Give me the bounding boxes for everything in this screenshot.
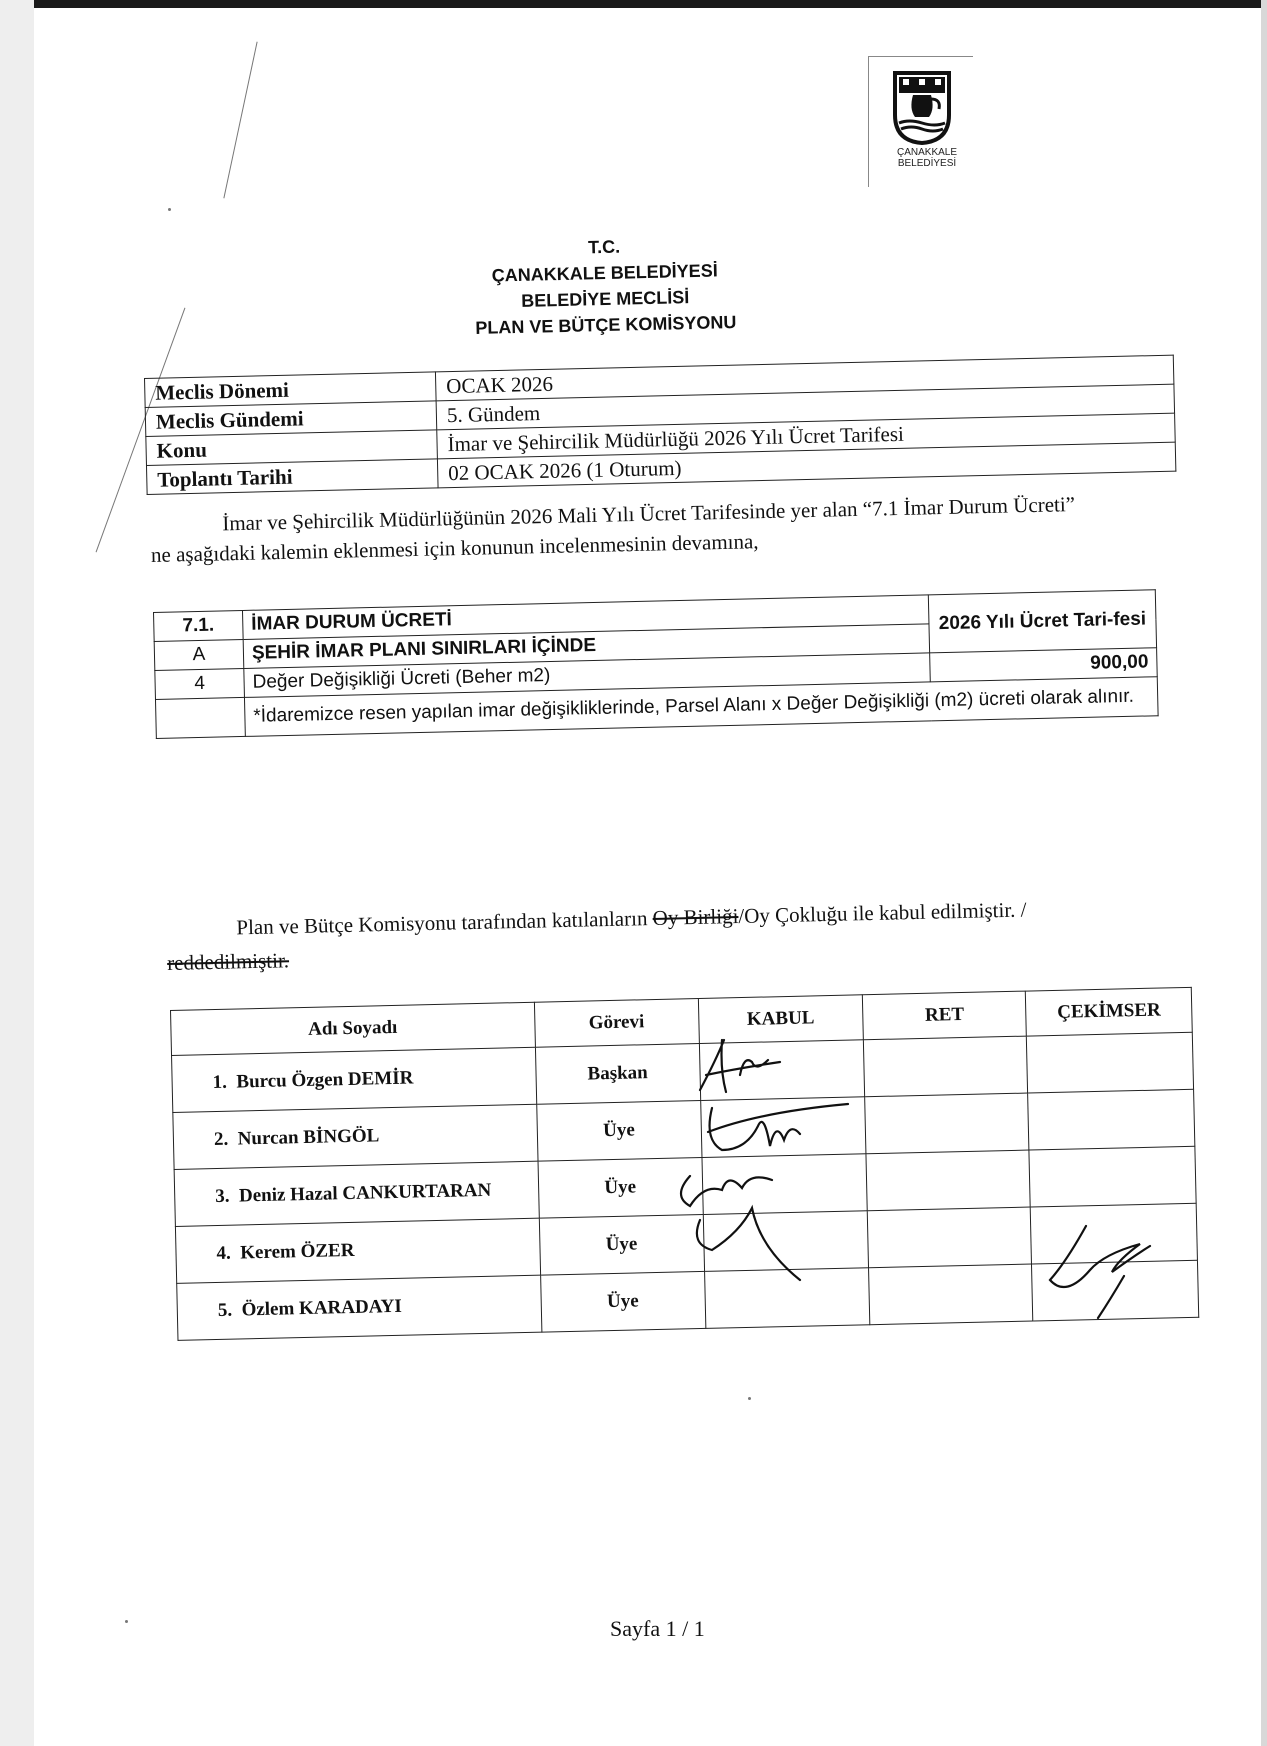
abstain-cell [1032,1260,1199,1321]
decision-struck-rejected: reddedilmiştir. [166,948,290,975]
tariff-price: 900,00 [930,648,1158,682]
member-name [177,1275,542,1340]
tariff-item-title: Değer Değişikliği Ücreti (Beher m2) [244,653,930,698]
col-role-header: Görevi [534,999,699,1048]
info-value: 02 OCAK 2026 (1 Oturum) [437,442,1175,488]
member-name [172,1047,537,1112]
header-tc: T.C. [587,236,621,258]
member-no: 5. [217,1299,233,1321]
tariff-section-code: 7.1. [154,610,244,641]
scan-speck [168,208,171,211]
tariff-empty-cell [155,697,245,738]
reject-cell [863,1036,1028,1097]
info-value: 5. Gündem [436,384,1174,430]
member-role: Üye [538,1157,703,1218]
scan-speck [748,1397,751,1400]
header-council: BELEDİYE MECLİSİ [521,287,690,311]
member-role: Üye [540,1271,705,1332]
abstain-cell [1031,1203,1198,1264]
scan-speck [125,1620,128,1623]
member-fullname: Nurcan BİNGÖL [237,1125,380,1150]
col-abstain-header: ÇEKİMSER [1026,987,1193,1036]
tariff-sub-title: ŞEHİR İMAR PLANI SINIRLARI İÇİNDE [243,624,929,669]
tariff-sub-code: A [154,639,244,670]
tariff-section-title: İMAR DURUM ÜCRETİ [242,595,928,640]
logo-city-text: ÇANAKKALE [896,147,958,158]
abstain-cell [1027,1032,1194,1093]
logo-municipality-text: BELEDİYESİ [897,158,957,169]
info-value: İmar ve Şehircilik Müdürlüğü 2026 Yılı Ücret Tarifesi [437,413,1175,459]
tariff-item-code: 4 [155,668,245,699]
info-label: Toplantı Tarihi [146,459,438,495]
castle-amphora-icon [889,69,955,145]
municipality-logo [868,56,973,187]
header-commission: PLAN VE BÜTÇE KOMİSYONU [475,312,737,338]
member-role: Üye [536,1100,701,1161]
vote-table [170,987,1199,1341]
member-role: Üye [539,1214,704,1275]
member-fullname: Burcu Özgen DEMİR [236,1067,414,1093]
abstain-cell [1029,1146,1196,1207]
member-fullname: Özlem KARADAYI [241,1295,403,1321]
member-no: 3. [215,1185,230,1208]
intro-paragraph: İmar ve Şehircilik Müdürlüğünün 2026 Mali Yılı Ücret Tarifesinde yer alan “7.1 İmar Durum Ücreti” ne aşağıdaki kalemin eklenmesi için konunun incelenmesinin devamına, [150,492,1076,567]
accept-cell [702,1154,868,1215]
member-no: 2. [213,1128,229,1151]
reject-cell [869,1264,1034,1325]
accept-cell [700,1097,866,1158]
member-role: Başkan [535,1044,700,1105]
col-accept-header: KABUL [698,995,863,1044]
abstain-cell [1028,1089,1195,1150]
col-reject-header: RET [862,991,1026,1040]
accept-cell [704,1268,870,1329]
member-name [175,1218,540,1283]
member-fullname: Deniz Hazal CANKURTARAN [238,1179,492,1207]
tariff-table [153,589,1159,739]
tariff-column-header: 2026 Yılı Ücret Tari-fesi [928,590,1156,653]
decision-paragraph [166,891,1107,980]
reject-cell [865,1093,1030,1154]
col-name-header: Adı Soyadı [171,1002,535,1055]
member-name [173,1104,538,1169]
info-label: Meclis Gündemi [145,401,437,437]
document-header [429,230,781,342]
reject-cell [866,1150,1031,1211]
reject-cell [867,1207,1032,1268]
member-fullname: Kerem ÖZER [240,1239,355,1264]
member-name [174,1161,539,1226]
info-label: Konu [146,430,438,466]
accept-cell [699,1040,865,1101]
decision-struck-unanimous: Oy Birliği [652,904,739,930]
meeting-info-table [144,355,1176,495]
tariff-note: *İdaremizce resen yapılan imar değişikliklerinde, Parsel Alanı x Değer Değişikliği (m2) ücreti olarak alınır. [244,677,1158,737]
page-number: Sayfa 1 / 1 [610,1616,705,1641]
header-municipality: ÇANAKKALE BELEDİYESİ [491,260,718,286]
info-value: OCAK 2026 [435,355,1173,401]
member-no: 4. [216,1242,232,1265]
decision-prefix: Plan ve Bütçe Komisyonu tarafından katılanların [236,906,648,940]
accept-cell [703,1211,869,1272]
member-no: 1. [212,1071,228,1094]
info-label: Meclis Dönemi [145,372,437,408]
decision-middle: /Oy Çokluğu ile kabul edilmiştir. / [738,897,1027,929]
